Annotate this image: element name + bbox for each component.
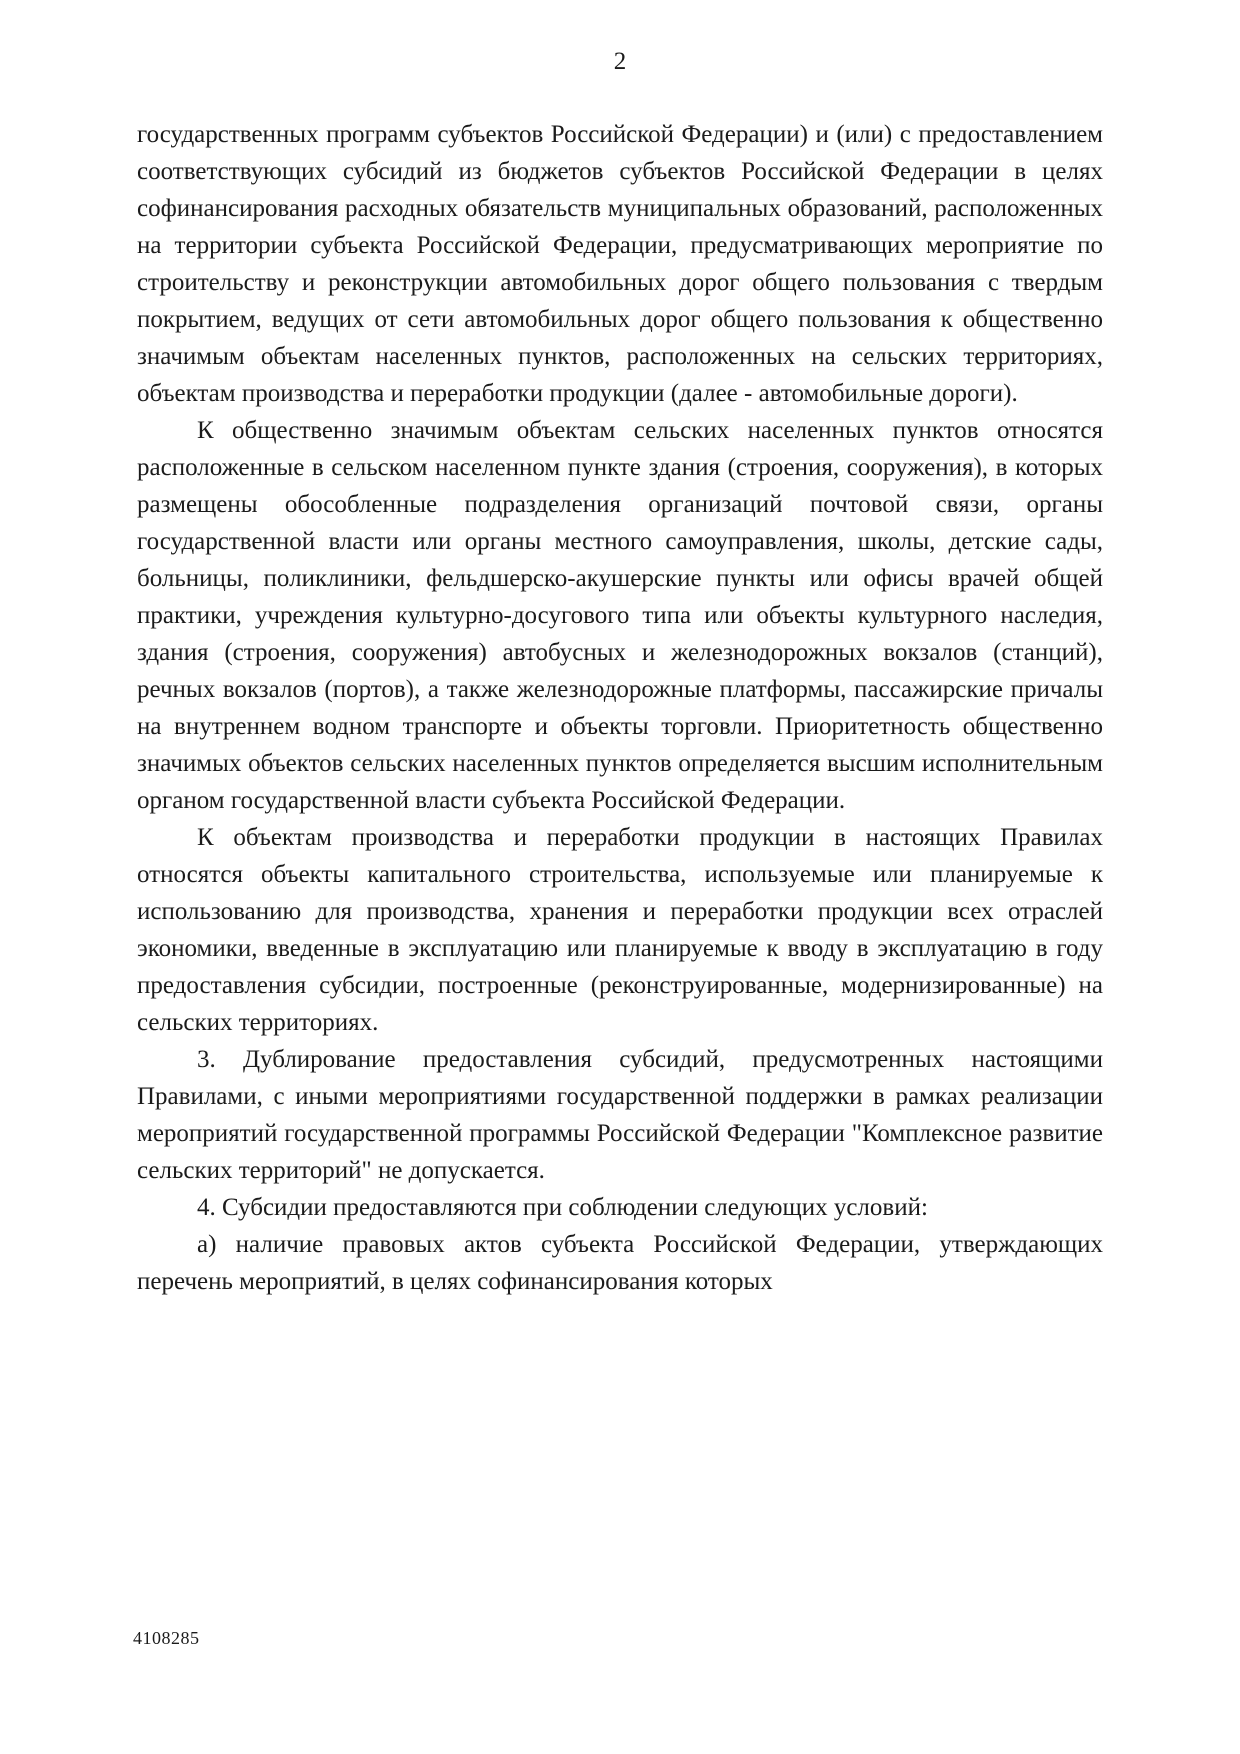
document-registration-code: 4108285 [133,1628,200,1648]
paragraph: К общественно значимым объектам сельских населенных пунктов относятся расположенные в сельском населенном пункте здания (строения, сооружения), в которых размещены обособленные подразделения организаций почтовой связи, органы государственной власти или органы местного самоуправления, школы, детские сады, больницы, поликлиники, фельдшерско-акушерские пункты или офисы врачей общей практики, учреждения культурно-досугового типа или объекты культурного наследия, здания (строения, сооружения) автобусных и железнодорожных вокзалов (станций), речных вокзалов (портов), а также железнодорожные платформы, пассажирские причалы на внутреннем водном транспорте и объекты торговли. Приоритетность общественно значимых объектов сельских населенных пунктов определяется высшим исполнительным органом государственной власти субъекта Российской Федерации. [137,417,1103,814]
page-number: 2 [613,48,627,75]
paragraph: а) наличие правовых актов субъекта Российской Федерации, утверждающих перечень мероприятий, в целях софинансирования которых [137,1231,1103,1295]
paragraph: государственных программ субъектов Российской Федерации) и (или) с предоставлением соответствующих субсидий из бюджетов субъектов Российской Федерации в целях софинансирования расходных обязательств муниципальных образований, расположенных на территории субъекта Российской Федерации, предусматривающих мероприятие по строительству и реконструкции автомобильных дорог общего пользования с твердым покрытием, ведущих от сети автомобильных дорог общего пользования к общественно значимым объектам населенных пунктов, расположенных на сельских территориях, объектам производства и переработки продукции (далее - автомобильные дороги). [137,121,1103,407]
paragraph: 4. Субсидии предоставляются при соблюдении следующих условий: [197,1194,928,1221]
paragraph: 3. Дублирование предоставления субсидий, предусмотренных настоящими Правилами, с иными мероприятиями государственной поддержки в рамках реализации мероприятий государственной программы Российской Федерации "Комплексное развитие сельских территорий" не допускается. [137,1046,1103,1184]
document-body [137,116,1103,1300]
paragraph: К объектам производства и переработки продукции в настоящих Правилах относятся объекты капитального строительства, используемые или планируемые к использованию для производства, хранения и переработки продукции всех отраслей экономики, введенные в эксплуатацию или планируемые к вводу в эксплуатацию в году предоставления субсидии, построенные (реконструированные, модернизированные) на сельских территориях. [137,824,1103,1036]
